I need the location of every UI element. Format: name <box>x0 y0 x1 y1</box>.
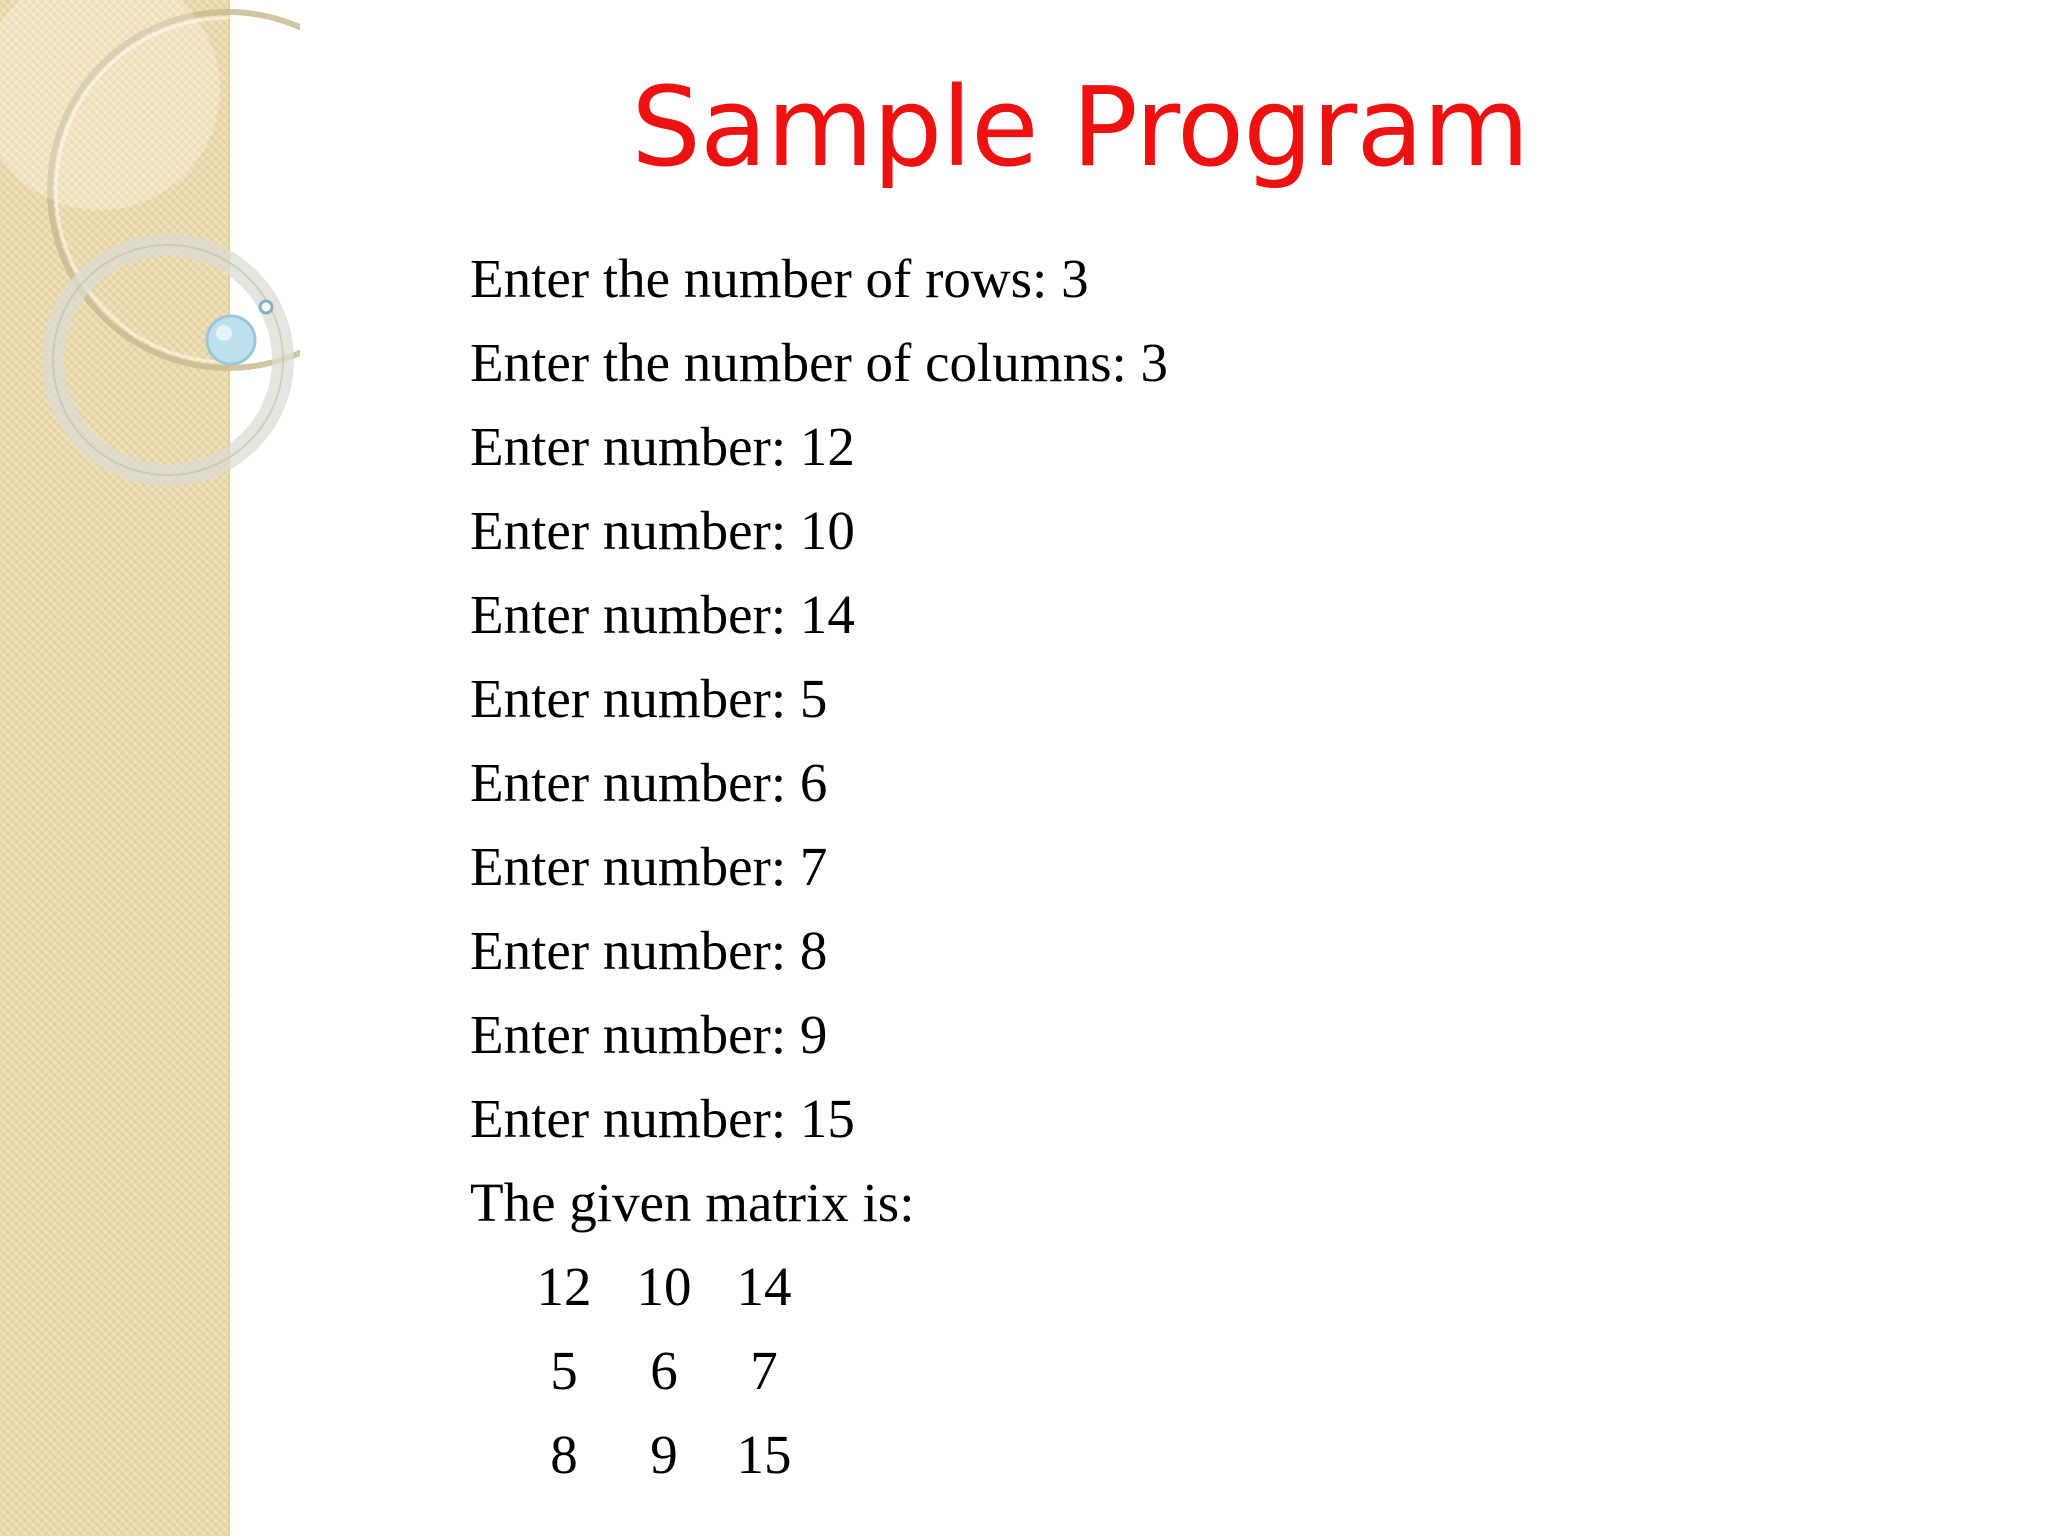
output-line: The given matrix is: <box>470 1172 915 1233</box>
matrix-row <box>514 1419 1168 1503</box>
output-line: Enter number: 15 <box>470 1088 855 1149</box>
program-output <box>470 243 1168 1503</box>
matrix-cell: 14 <box>736 1256 792 1317</box>
matrix-cell: 5 <box>550 1340 578 1401</box>
small-bubble-icon <box>260 301 272 313</box>
matrix-cell: 7 <box>750 1340 778 1401</box>
decorative-circles <box>0 0 300 520</box>
matrix-cell: 9 <box>650 1424 678 1485</box>
output-line: Enter number: 8 <box>470 920 828 981</box>
output-line: Enter number: 7 <box>470 836 828 897</box>
output-line: Enter number: 9 <box>470 1004 828 1065</box>
output-line: Enter the number of rows: 3 <box>470 248 1089 309</box>
matrix-cell: 8 <box>550 1424 578 1485</box>
matrix-output <box>514 1251 1168 1503</box>
output-line: Enter number: 6 <box>470 752 828 813</box>
matrix-row <box>514 1251 1168 1335</box>
matrix-cell: 6 <box>650 1340 678 1401</box>
matrix-cell: 10 <box>636 1256 692 1317</box>
output-line: Enter number: 14 <box>470 584 855 645</box>
slide-title: Sample Program <box>631 63 1529 191</box>
bubble-icon <box>207 316 255 364</box>
output-line: Enter number: 5 <box>470 668 828 729</box>
matrix-row <box>514 1335 1168 1419</box>
output-line: Enter the number of columns: 3 <box>470 332 1169 393</box>
light-circle-icon <box>0 0 220 210</box>
output-line: Enter number: 10 <box>470 500 855 561</box>
matrix-cell: 15 <box>736 1424 792 1485</box>
matrix-cell: 12 <box>536 1256 592 1317</box>
output-line: Enter number: 12 <box>470 416 855 477</box>
